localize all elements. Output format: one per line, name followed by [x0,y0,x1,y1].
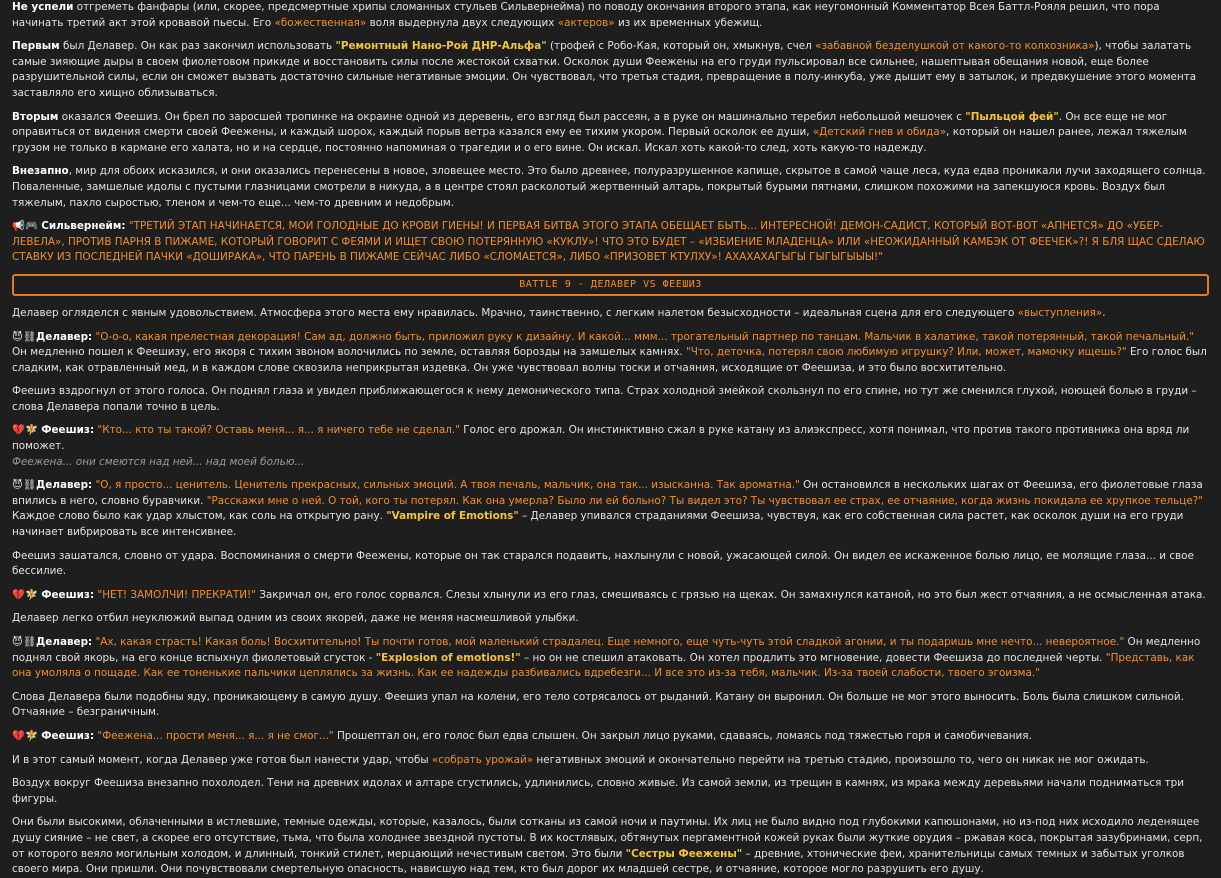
story-paragraph [12,753,1209,769]
story-paragraph [12,330,1209,377]
quoted-text: "Кто... кто ты такой? Оставь меня... я... я ничего тебе не сделал." [97,424,460,437]
narration-text: Закричал он, его голос сорвался. Слезы хлынули из его глаз, смешиваясь с грязью на щеках. Он замахнулся катаной, но это был жест отчаяния, а не осмысленная атака. [255,588,1206,601]
narration-text: Прошептал он, его голос был едва слышен. Он закрыл лицо руками, сдаваясь, ломаясь под тяжестью горя и самобичевания. [333,729,1032,742]
quoted-text: "НЕТ! ЗАМОЛЧИ! ПРЕКРАТИ!" [97,588,256,601]
speaker-name: Не успели [12,1,74,13]
story-battle [12,306,1209,878]
narration-text: Воздух вокруг Феешиза внезапно похолодел. Тени на древних идолах и алтаре сгустились, удлинились, словно живые. Из самой земли, из трещин в камнях, из мрака между деревьями начали подниматься три фигуры. [12,777,1185,805]
quoted-text: «актеров» [557,16,615,29]
story-paragraph [12,635,1209,682]
narration-text: из их временных убежищ. [614,16,763,29]
quoted-text: "О-о-о, какая прелестная декорация! Сам ад, должно быть, приложил руку к дизайну. И какой... ммм... трогательный партнер по танцам. Мальчик в халатике, такой потерянный, такой печальный." [95,330,1195,343]
quoted-text: «забавной безделушкой от какого-то колхозника» [815,40,1095,53]
narration-text: Делавер огляделся с явным удовольствием. Атмосфера этого места ему нравилась. Мрачно, таинственно, с легким налетом безысходности – идеальная сцена для его следующего [12,306,1018,319]
narration-text: оказался Феешиз. Он брел по заросшей тропинке на окраине одной из деревень, его взгляд был рассеян, а в руке он машинально теребил небольшой мешочек с [58,110,966,123]
story-paragraph [12,0,1209,31]
speaker-name: Делавер: [36,636,93,648]
quoted-text: "Расскажи мне о ней. О той, кого ты потерял. Как она умерла? Было ли ей больно? Ты видел это? Ты чувствовал ее страх, ее отчаяние, когда жизнь покидала ее хрупкое тельце?" [206,494,1204,507]
inner-thought: Феежена... они смеются над ней... над моей болью... [12,455,305,468]
narration-text: был Делавер. Он как раз закончил использовать [59,40,336,53]
story-paragraph [12,690,1209,721]
story-paragraph [12,423,1209,470]
story-paragraph [12,549,1209,580]
quoted-text: «Детский гнев и обида» [812,126,947,139]
quoted-text: "Что, деточка, потерял свою любимую игрушку? Или, может, мамочку ищешь?" [685,346,1127,359]
narration-text: Феешиз зашатался, словно от удара. Воспоминания о смерти Феежены, которые он так старался подавить, нахлынули с новой, ужасающей силой. Он видел ее искаженное болью лицо, ее молящие глаза... и свое бессилие. [12,549,1194,578]
quoted-text: «собрать урожай» [431,753,534,766]
story-paragraph [12,39,1209,101]
narration-text: – но он не спешил атаковать. Он хотел продлить это мгновение, довести Феешиза до последней черты. [520,651,1106,664]
quoted-text: "Ах, какая страсть! Какая боль! Восхитительно! Ты почти готов, мой маленький страдалец. Еще немного, еще чуть-чуть этой сладкой агонии, и ты подаришь мне нечто... невероятное." [95,636,1125,648]
speaker-name: Внезапно [12,165,69,178]
speaker-name: Делавер: [36,330,93,343]
ability-name: "Vampire of Emotions" [386,510,519,523]
narration-text: Он остановился в нескольких шагах от Феешиза, его фиолетовые глаза впились в него, словно буравчики. [12,479,1203,507]
story-paragraph [12,588,1209,604]
narration-text: 💔🧚 [12,729,42,742]
speaker-name: Вторым [12,110,59,123]
quoted-text: "Феежена... прости меня... я... я не смог..." [97,729,334,742]
narration-text: И в этот самый момент, когда Делавер уже готов был нанести удар, чтобы [12,753,432,766]
narration-text: , который он нашел ранее, лежал тяжелым грузом не только в кармане его халата, но и на сердце, постоянно напоминая о трагедии и о его вине. Он искал. Искал хоть какой-то след, хоть какую-то надежду. [12,126,1187,154]
story-paragraph [12,384,1209,415]
ability-name: "Пыльцой фей" [965,110,1059,123]
narration-text: . [1102,306,1106,319]
speaker-name: Феешиз: [41,588,95,601]
narration-text: 😈⛓ [12,330,37,343]
speaker-name: Первым [12,40,60,53]
narration-text: Они были высокими, облаченными в истлевшие, темные одежды, которые, казалось, были сотканы из самой ночи и паутины. Их лиц не было видно под глубокими капюшонами, но из-под них исходило леденящее душу сияние – не свет, а скорее его отсутствие, тьма, что была холоднее звездной пустоты. В их костлявых, обтянутых пергаментной кожей руках были жуткие орудия – ржавая коса, покрытая зазубринами, серп, от которого веяло могильным холодом, и длинный, тонкий стилет, мерцающий нечестивым светом. Это были [12,816,1203,860]
quoted-text: «выступления» [1017,306,1103,319]
narration-text: 💔🧚 [12,588,42,601]
narration-text: Он медленно поднял свой якорь, на его конце вспыхнул фиолетовый сгусток - [12,636,1201,664]
narration-text: Феешиз вздрогнул от этого голоса. Он поднял глаза и увидел приближающегося к нему демонического типа. Страх холодной змейкой скользнул по его спине, но тут же сменился глухой, ноющей болью в груди – слова Делавера попали точно в цель. [12,385,1197,413]
narration-text: , мир для обоих исказился, и они оказались перенесены в новое, зловещее место. Это было древнее, полуразрушенное капище, скрытое в самой чаще леса, куда едва проникали лучи заходящего солнца. Поваленные, замшелые идолы с пустыми глазницами смотрели в никуда, а в центре стоял расколотый жертвенный алтарь, покрытый бурыми пятнами, слишком похожими на запекшуюся кровь. Воздух был тяжелым, пахло сыростью, тленом и чем-то еще... чем-то древним и недобрым. [12,165,1206,209]
speaker-name: Феешиз: [41,729,95,742]
speaker-name: Делавер: [36,479,93,492]
narration-text: воля выдернула двух следующих [366,16,558,29]
narration-text: . Он все еще не мог оправиться от видения смерти своей Феежены, и каждый шорох, каждый порыв ветра казался ему ее тихим укором. Первый осколок ее души, [12,110,1168,139]
story-paragraph [12,478,1209,540]
battle-banner: BATTLE 9 - ДЕЛАВЕР VS ФЕЕШИЗ [12,274,1209,296]
quoted-text: "Представь, как она умоляла о пощаде. Как ее тоненькие пальчики цеплялись за жизнь. Как ее надежды разбивались вдребезги... И все это из-за тебя, мальчик. Из-за твоей слабости, твоего эгоизма." [12,651,1195,680]
ability-name: "Сестры Феежены" [625,847,743,860]
speaker-name: Феешиз: [41,424,95,437]
story-paragraph [12,776,1209,807]
narration-text: Он медленно пошел к Феешизу, его якоря с тихим звоном волочились по земле, оставляя борозды на замшелых камнях. [12,346,686,359]
narration-text: (трофей с Робо-Кая, который он, хмыкнув, счел [546,40,816,53]
narration-text: 😈⛓ [12,636,37,648]
narration-text: ), чтобы залатать самые зияющие дыры в своем фиолетовом прикиде и восстановить силы после жестокой схватки. Осколок души Феежены на его груди пульсировал все сильнее, нашептывая обещания новой, еще более разрушительной силы, если он сможет вызвать достаточно сильные негативные эмоции. Он чувствовал, что третья стадия, превращение в полу-инкуба, уже дышит ему в затылок, и предвкушение этого момента заставляло его хищно облизываться. [12,40,1197,99]
story-intro [12,0,1209,266]
story-paragraph [12,611,1209,627]
story-paragraph [12,815,1209,877]
narration-text: 💔🧚 [12,424,42,437]
narration-text: Делавер легко отбил неуклюжий выпад одним из своих якорей, даже не меняя насмешливой улыбки. [12,612,579,625]
story-paragraph [12,110,1209,157]
speaker-name: Сильвернейм: [41,220,126,233]
narration-text: Голос его дрожал. Он инстинктивно сжал в руке катану из алиэкспресс, хотя понимал, что против такого противника она вряд ли поможет. [12,424,1190,453]
narration-text: – Делавер упивался страданиями Феешиза, чувствуя, как его собственная сила растет, как осколок души на его груди начинает вибрировать все интенсивнее. [12,510,1184,539]
narration-text: 📢🎮 [12,220,42,233]
ability-name: "Ремонтный Нано-Рой ДНР-Альфа" [335,40,547,53]
quoted-text: "ТРЕТИЙ ЭТАП НАЧИНАЕТСЯ, МОИ ГОЛОДНЫЕ ДО КРОВИ ГИЕНЫ! И ПЕРВАЯ БИТВА ЭТОГО ЭТАПА ОБЕЩАЕТ БЫТЬ... ИНТЕРЕСНОЙ! ДЕМОН-САДИСТ, КОТОРЫЙ ВОТ-ВОТ «АПНЕТСЯ» ДО «УБЕР-ЛЕВЕЛА», ПРОТИВ ПАРНЯ В ПИЖАМЕ, КОТОРЫЙ ГОВОРИТ С ФЕЯМИ И ИЩЕТ СВОЮ ПОТЕРЯННУЮ «КУКЛУ»! ЧТО ЭТО БУДЕТ – «ИЗБИЕНИЕ МЛАДЕНЦА» ИЛИ «НЕОЖИДАННЫЙ КАМБЭК ОТ ФЕЕЧЕК»?! Я БЛЯ ЩАС СДЕЛАЮ СТАВКУ ИЗ ПОСЛЕДНЕЙ ПАЧКИ «ДОШИРАКА», ЧТО ПАРЕНЬ В ПИЖАМЕ СЕЙЧАС ЛИБО «СЛОМАЕТСЯ», ЛИБО «ПРИЗОВЕТ КТУЛХУ»! АХАХАХАГЫГЫ ГЫГЫГЫЫЫ!" [12,220,1205,264]
story-paragraph [12,306,1209,322]
narration-text: 😈⛓ [12,479,37,492]
narration-text: негативных эмоций и окончательно перейти на третью стадию, произошло то, чего он никак не мог ожидать. [533,753,1149,766]
narration-text: – древние, хтонические феи, хранительницы самых темных и забытых уголков своего мира. Они пришли. Они почувствовали смертельную опасность, нависшую над тем, кто был дорог их младшей сестре, и отчаяние, которое могло разрушить его душу. [12,847,1185,876]
narration-text: Каждое слово было как удар хлыстом, как соль на открытую рану. [12,510,387,523]
story-paragraph [12,164,1209,211]
narration-text: Слова Делавера были подобны яду, проникающему в самую душу. Феешиз упал на колени, его тело сотрясалось от рыданий. Катану он выронил. Он больше не мог этого выносить. Боль была слишком сильной. Отчаяние – безграничным. [12,690,1184,719]
narration-text: Его голос был сладким, как отравленный мед, и в каждом слове сквозила неприкрытая издевка. Он уже чувствовал волны тоски и отчаяния, исходящие от Феешиза, и это было восхитительно. [12,346,1207,374]
quoted-text: "О, я просто... ценитель. Ценитель прекрасных, сильных эмоций. А твоя печаль, мальчик, она так... изысканна. Так ароматна." [95,479,800,492]
quoted-text: «божественная» [274,16,367,29]
narration-text: отгреметь фанфары (или, скорее, предсмертные хрипы сломанных стульев Сильвернейма) по поводу окончания второго этапа, как неугомонный Комментатор Всея Баттл-Рояля решил, что пора начинать третий акт этой кровавой пьесы. Его [12,1,1160,29]
story-paragraph [12,219,1209,266]
ability-name: "Explosion of emotions!" [375,651,521,664]
story-paragraph [12,729,1209,745]
